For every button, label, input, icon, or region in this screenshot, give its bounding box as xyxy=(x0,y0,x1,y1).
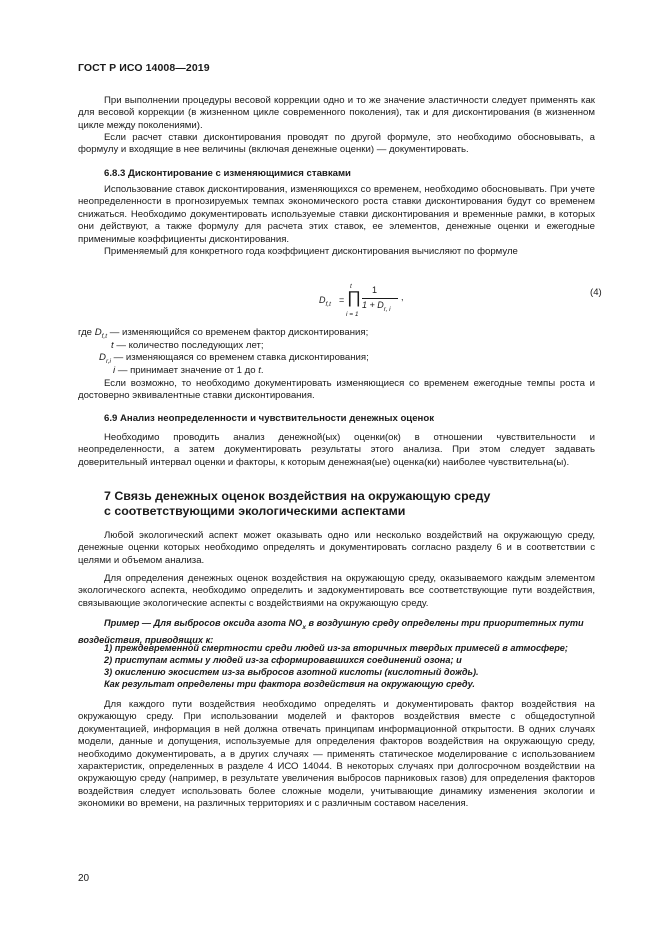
section-heading-6-8-3: 6.8.3 Дисконтирование с изменяющимися ставками xyxy=(104,168,351,179)
formula-4 xyxy=(319,283,439,323)
paragraph-environmental-aspect: Любой экологический аспект может оказывать одно или несколько воздействий на окружающую среду, денежные оценки которых необходимо определять и документировать согласно разделу 6 и в соответствии с целями и объемом анализа. xyxy=(78,530,595,566)
document-header: ГОСТ Р ИСО 14008—2019 xyxy=(78,62,210,74)
where-item-1: где $D_{f,t}$ — изменяющийся со временем фактор дисконтирования; xyxy=(78,327,369,340)
paragraph-weight-correction: При выполнении процедуры весовой коррекции одно и то же значение эластичности следует применять как для весовой коррекции (в жизненном цикле современного поколения), так и для дисконтирования (в жизненном цикле между поколениями). xyxy=(78,95,595,131)
formula-lhs: $D_{f,t}$ xyxy=(319,295,331,308)
paragraph-formula-intro: Применяемый для конкретного года коэффициент дисконтирования вычисляют по формуле xyxy=(104,246,518,257)
where-item-4: i — принимает значение от 1 до t. xyxy=(113,365,264,376)
paragraph-impact-factors: Для каждого пути воздействия необходимо определять и документировать фактор воздействия на окружающую среду. При использовании моделей и факторов воздействия вместе с общедоступной документацией, информация в ней должна отвечать принципам информационной открытости. В одних случаях модели, данные и допущения, используемые для определения факторов воздействия на окружающую среду, необходимо документировать, а в других случаях — применять статическое моделирование с использованием характеристик, определенных в разделе 4 ИСО 14044. В некоторых случаях при долгосрочном воздействии на окружающую среду (например, в результате увеличения выбросов парниковых газов) для определения факторов воздействия следует использовать более сложные модели, учитывающие динамику изменения экологии и экономики во времени, на различных территориях и с различным составом населения. xyxy=(78,699,595,810)
example-item-2: 2) приступам астмы у людей из-за сформировавшихся соединений озона; и xyxy=(104,655,462,665)
formula-comma: , xyxy=(401,292,404,302)
formula-numerator: 1 xyxy=(372,285,378,295)
page-number: 20 xyxy=(78,873,90,884)
paragraph-growth-rates: Если возможно, то необходимо документировать изменяющиеся со временем ежегодные темпы роста и достоверно эквивалентные ставки дисконтирования. xyxy=(78,378,595,402)
section-heading-6-9: 6.9 Анализ неопределенности и чувствительности денежных оценок xyxy=(104,413,434,424)
where-item-2: t — количество последующих лет; xyxy=(111,340,264,351)
example-conclusion: Как результат определены три фактора воздействия на окружающую среду. xyxy=(104,679,475,689)
paragraph-other-formula: Если расчет ставки дисконтирования проводят по другой формуле, это необходимо обосновывать, а формулу и входящие в нее величины (включая денежные оценки) — документировать. xyxy=(78,132,595,156)
formula-denominator: $1 + D_{r, i}$ xyxy=(362,300,391,313)
product-symbol: ∏ xyxy=(347,288,361,307)
example-item-1: 1) преждевременной смертности среди людей из-за вторичных твердых примесей в атмосфере; xyxy=(104,643,568,653)
paragraph-variable-rates: Использование ставок дисконтирования, изменяющихся со временем, необходимо обосновывать. При учете неопределенности в прогнозируемых темпах экономического роста ставки дисконтирования будут со временем снижаться. Необходимо документировать используемые ставки дисконтирования и временные рамки, в которых они действуют, а также формулу для расчета этих ставок, ее элементов, денежные оценки и ежегодные применимые коэффициенты дисконтирования. xyxy=(78,184,595,245)
section-heading-7: 7 Связь денежных оценок воздействия на окружающую среду с соответствующими экологическими аспектами xyxy=(104,489,491,518)
where-item-3: $D_{r,i}$ — изменяющаяся со временем ставка дисконтирования; xyxy=(99,352,369,365)
example-intro: Пример — Для выбросов оксида азота $NO_x$ в воздушную среду определены три приоритетных пути воздействия, приводящих к: xyxy=(78,618,584,646)
formula-number: (4) xyxy=(590,287,602,298)
formula-equals: = xyxy=(339,295,345,305)
formula-lower-limit: i = 1 xyxy=(346,311,359,318)
paragraph-impact-pathways: Для определения денежных оценок воздействия на окружающую среду, оказываемого каждым элементом экологического аспекта, необходимо определить и задокументировать все соответствующие пути воздействия, связывающие экологические аспекты с воздействиями на окружающую среду. xyxy=(78,573,595,609)
example-item-3: 3) окислению экосистем из-за выбросов азотной кислоты (кислотный дождь). xyxy=(104,667,479,677)
paragraph-sensitivity: Необходимо проводить анализ денежной(ых) оценки(ок) в отношении чувствительности и неопределенности, а затем документировать результаты этого анализа. При этом следует задавать доверительный интервал оценки и факторы, к которым денежная(ые) оценка(ки) наиболее чувствительна(ы). xyxy=(78,432,595,468)
formula-upper-limit: t xyxy=(350,283,352,290)
fraction-bar xyxy=(362,298,398,299)
